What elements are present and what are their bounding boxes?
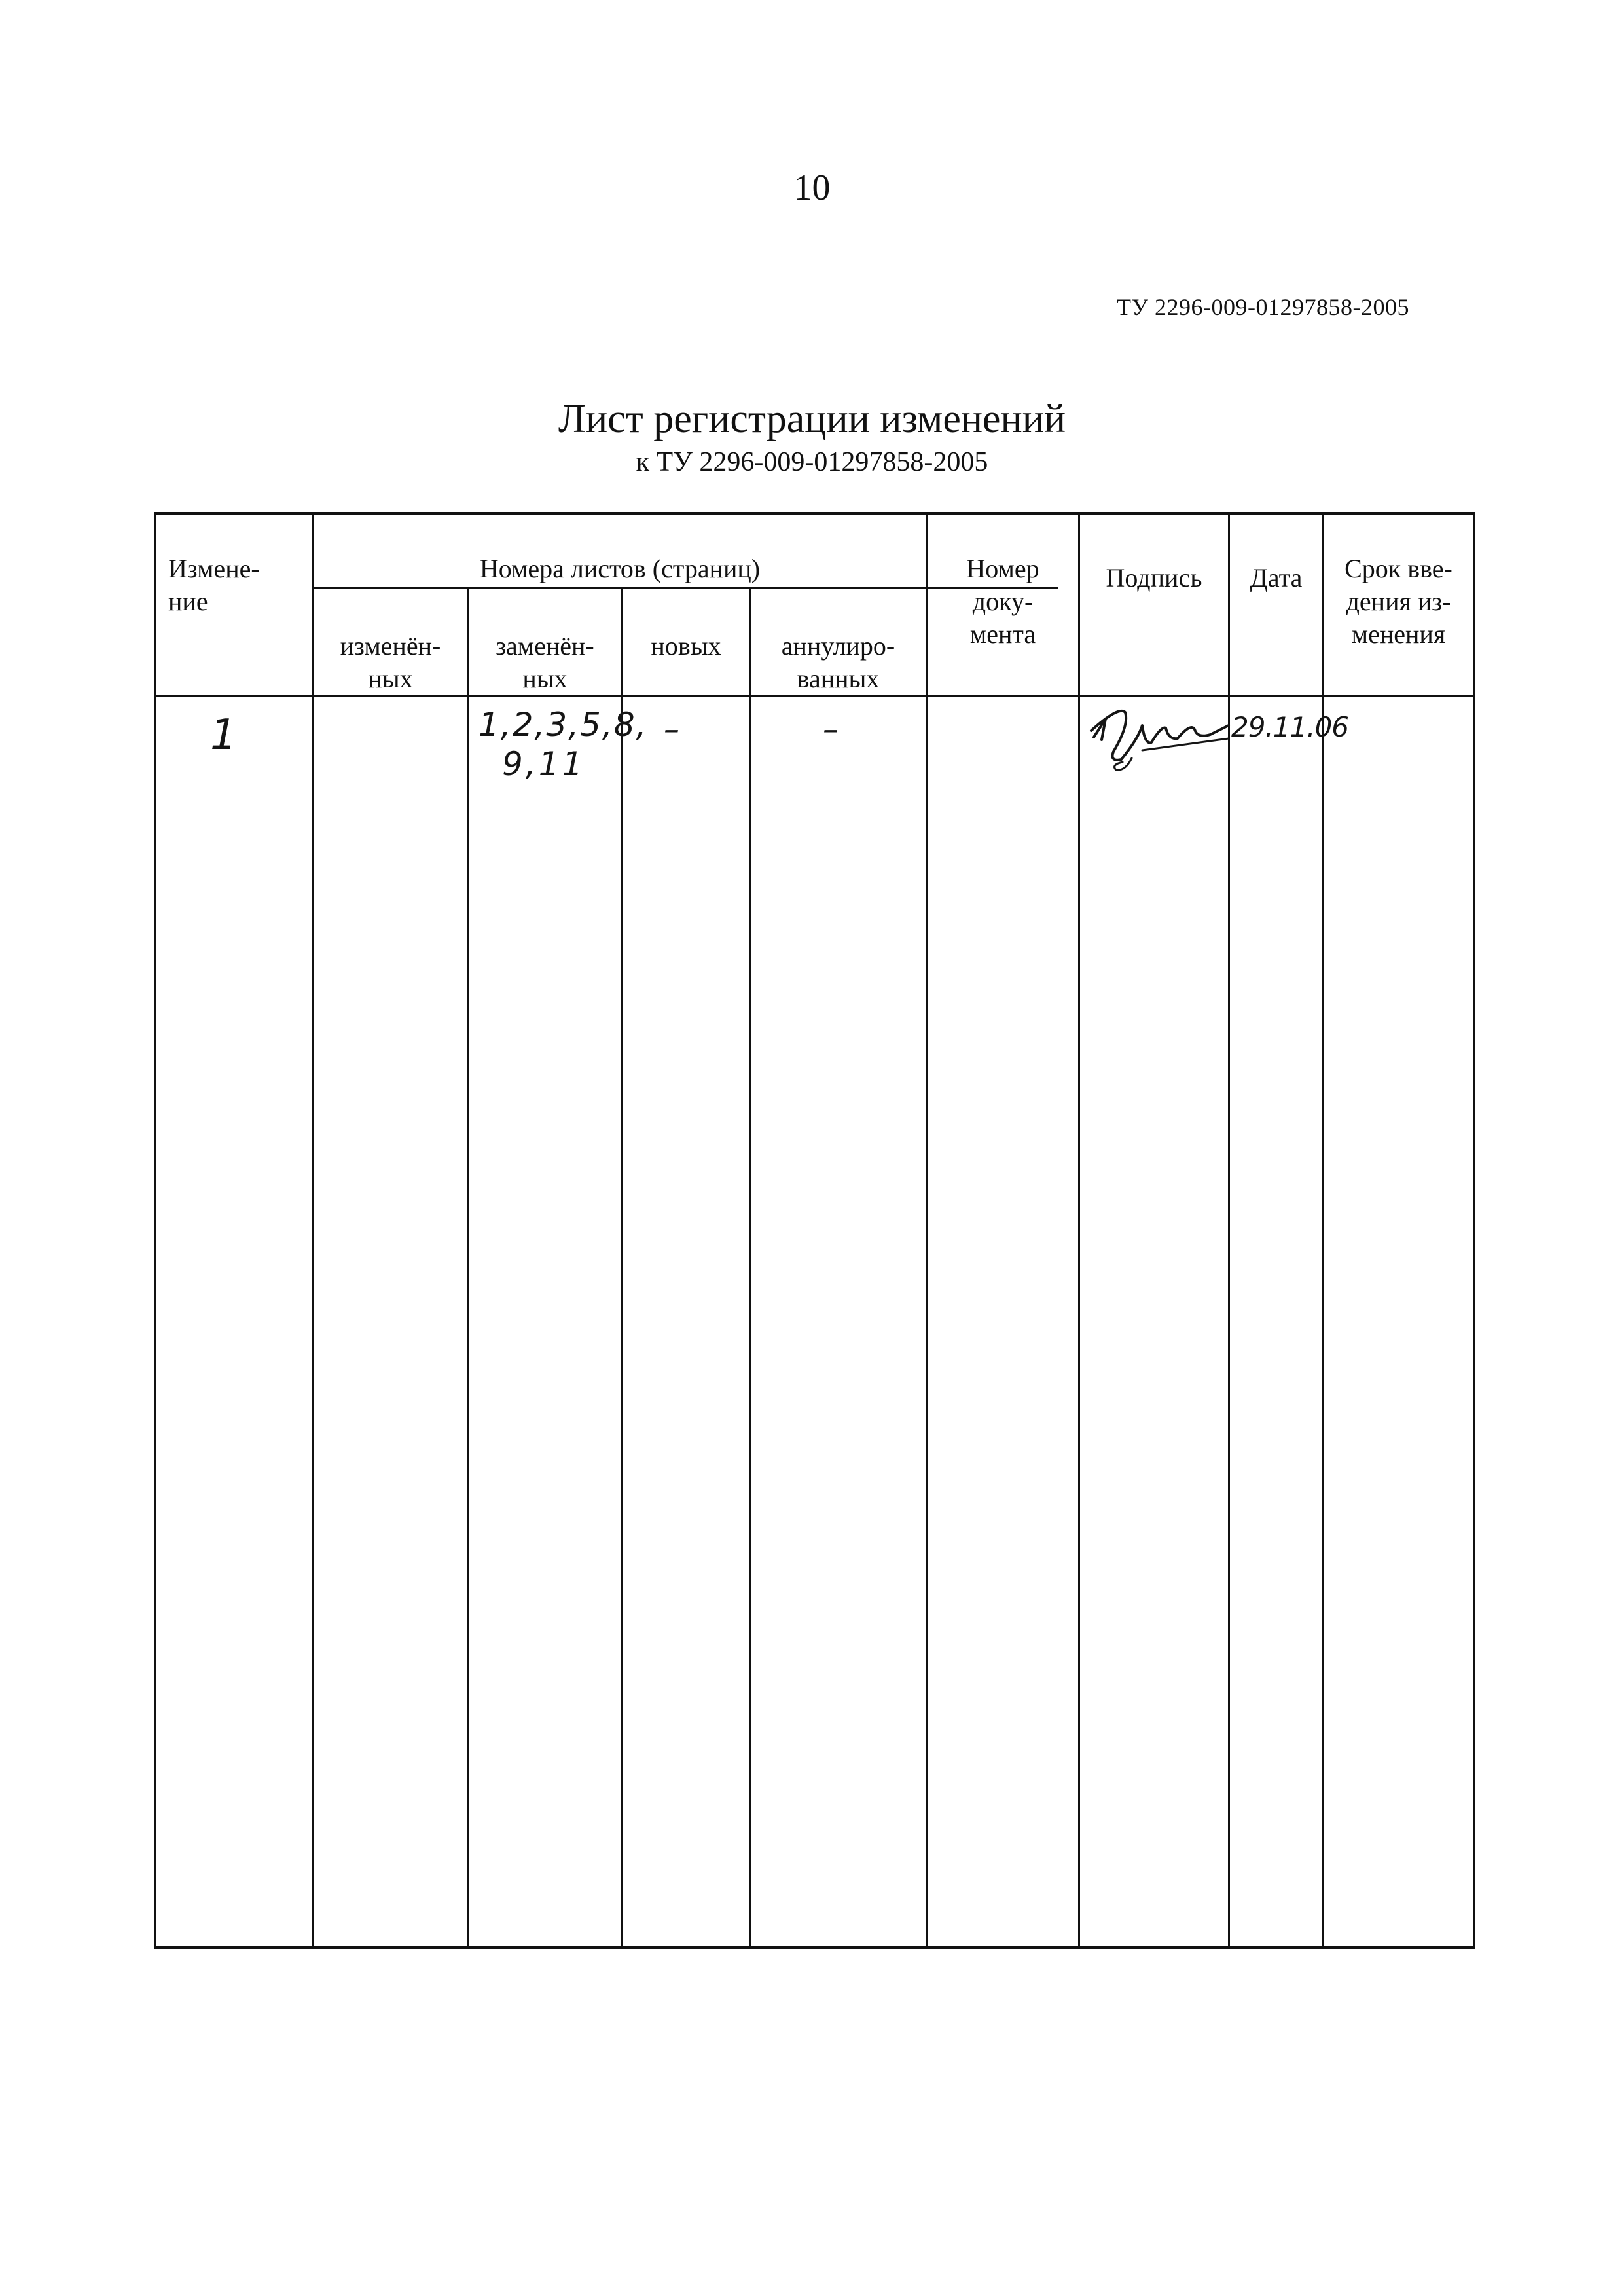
header-doc-number: Номер доку- мента (966, 554, 1039, 649)
col-divider (926, 515, 928, 1949)
row1-date: 29.11.06 (1231, 711, 1349, 743)
header-signature: Подпись (1106, 563, 1202, 592)
col-divider (621, 587, 623, 1949)
header-date: Дата (1250, 563, 1303, 592)
col-divider (312, 515, 314, 1949)
row1-change-number: 1 (210, 711, 237, 759)
header-new: новых (651, 631, 721, 661)
document-code: ТУ 2296-009-01297858-2005 (1117, 294, 1409, 320)
header-term: Срок вве- дения из- менения (1344, 554, 1453, 649)
change-registration-table (154, 512, 1475, 1949)
col-divider (467, 587, 469, 1949)
row1-replaced-pages-line2: 9,11 (502, 745, 586, 783)
header-changed: изменён- ных (340, 631, 441, 693)
page-number: 10 (793, 168, 831, 208)
row1-annulled-pages: – (823, 711, 839, 748)
page-subtitle: к ТУ 2296-009-01297858-2005 (636, 447, 988, 477)
header-change: Измене- ние (168, 554, 260, 616)
col-divider (749, 587, 751, 1949)
row1-signature (1079, 699, 1231, 784)
header-replaced: заменён- ных (496, 631, 594, 693)
header-annulled: аннулиро- ванных (781, 631, 895, 693)
row1-new-pages: – (664, 711, 679, 748)
header-sheet-numbers: Номера листов (страниц) (479, 554, 761, 583)
row1-replaced-pages-line1: 1,2,3,5,8, (478, 706, 648, 744)
page-title: Лист регистрации изменений (558, 397, 1066, 441)
